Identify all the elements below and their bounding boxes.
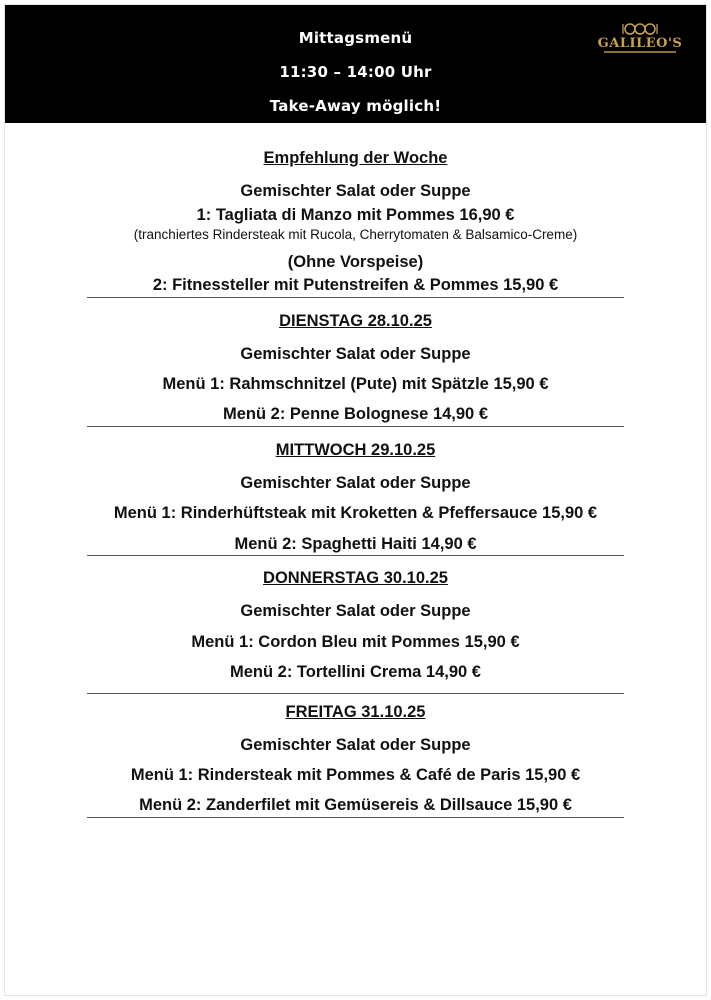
recommendation-no-starter: (Ohne Vorspeise) xyxy=(287,253,424,271)
day-menu-1: Menü 1: Rindersteak mit Pommes & Café de Paris 15,90 € xyxy=(130,766,581,784)
day-menu-2: Menü 2: Spaghetti Haiti 14,90 € xyxy=(234,535,477,553)
opening-hours: 11:30 – 14:00 Uhr xyxy=(279,63,432,81)
recommendation-item-2: 2: Fitnessteller mit Putenstreifen & Pommes 15,90 € xyxy=(152,276,559,294)
recommendation-starter: Gemischter Salat oder Suppe xyxy=(240,182,471,200)
day-starter: Gemischter Salat oder Suppe xyxy=(240,602,471,620)
day-menu-2: Menü 2: Tortellini Crema 14,90 € xyxy=(230,663,481,681)
divider xyxy=(87,817,624,818)
menu-page xyxy=(5,5,706,995)
day-menu-1: Menü 1: Rinderhüftsteak mit Kroketten & Pfeffersauce 15,90 € xyxy=(113,504,598,522)
day-menu-2: Menü 2: Zanderfilet mit Gemüsereis & Dillsauce 15,90 € xyxy=(139,796,572,814)
divider xyxy=(87,297,624,298)
day-heading: FREITAG 31.10.25 xyxy=(285,703,426,721)
recommendation-item-1-description: (tranchiertes Rindersteak mit Rucola, Cherrytomaten & Balsamico-Creme) xyxy=(133,227,578,242)
divider xyxy=(87,693,624,694)
day-heading: MITTWOCH 29.10.25 xyxy=(275,441,436,459)
menu-title: Mittagsmenü xyxy=(298,29,413,47)
day-heading: DIENSTAG 28.10.25 xyxy=(279,312,432,330)
day-starter: Gemischter Salat oder Suppe xyxy=(240,345,471,363)
recommendation-heading: Empfehlung der Woche xyxy=(263,149,448,167)
logo-text: GALILEO'S xyxy=(597,36,683,51)
day-starter: Gemischter Salat oder Suppe xyxy=(240,736,471,754)
day-menu-1: Menü 1: Rahmschnitzel (Pute) mit Spätzle 15,90 € xyxy=(162,375,549,393)
recommendation-item-1: 1: Tagliata di Manzo mit Pommes 16,90 € xyxy=(196,206,515,224)
galileos-logo xyxy=(594,23,686,55)
cutlery-icon xyxy=(620,23,660,35)
divider xyxy=(87,426,624,427)
day-heading: DONNERSTAG 30.10.25 xyxy=(263,569,448,587)
day-menu-2: Menü 2: Penne Bolognese 14,90 € xyxy=(223,405,488,423)
divider xyxy=(87,555,624,556)
logo-underline xyxy=(604,51,676,53)
day-starter: Gemischter Salat oder Suppe xyxy=(240,474,471,492)
day-menu-1: Menü 1: Cordon Bleu mit Pommes 15,90 € xyxy=(191,633,520,651)
takeaway-note: Take-Away möglich! xyxy=(269,97,442,115)
header-banner xyxy=(5,5,706,123)
